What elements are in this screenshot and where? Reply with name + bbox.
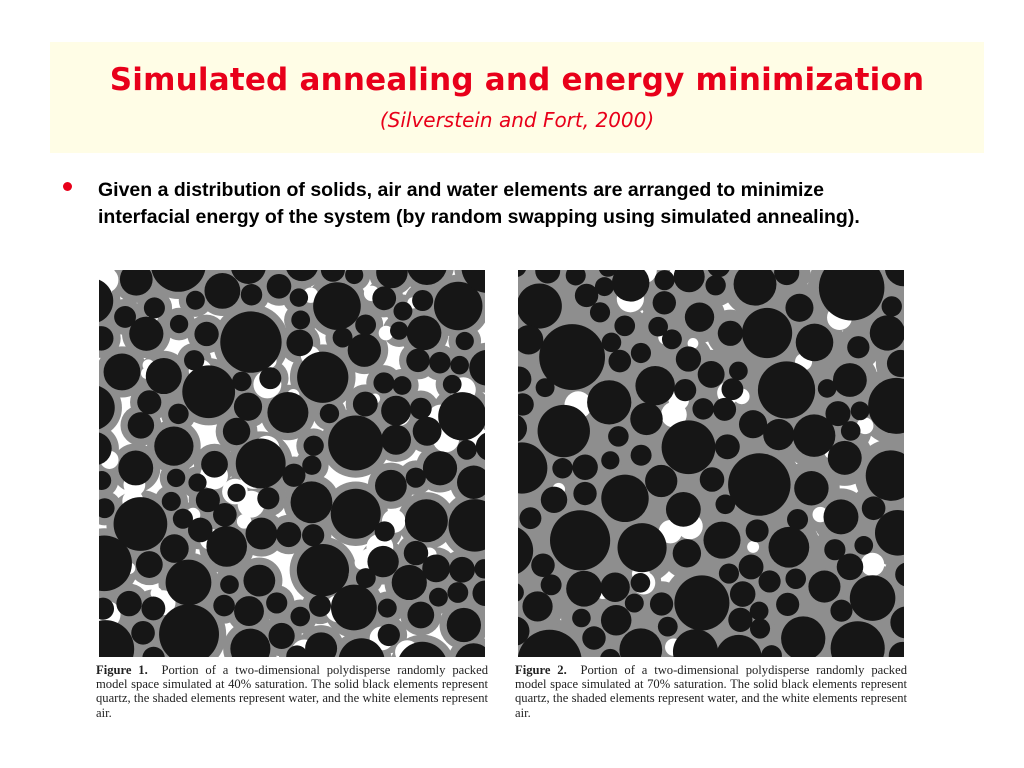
quartz-grain <box>653 291 676 314</box>
quartz-grain <box>313 282 361 330</box>
slide-title: Simulated annealing and energy minimization <box>109 62 925 98</box>
quartz-grain <box>785 568 806 589</box>
quartz-grain <box>630 403 663 436</box>
quartz-grain <box>232 372 251 391</box>
quartz-grain <box>522 591 552 621</box>
quartz-grain <box>259 367 281 389</box>
quartz-grain <box>375 470 407 502</box>
quartz-grain <box>443 375 462 394</box>
quartz-grain <box>590 302 610 322</box>
quartz-grain <box>309 595 331 617</box>
quartz-grain <box>302 524 324 546</box>
quartz-grain <box>328 416 383 471</box>
air-pocket <box>355 556 369 570</box>
quartz-grain <box>154 427 193 466</box>
quartz-grain <box>447 582 468 603</box>
quartz-grain <box>331 489 381 539</box>
quartz-grain <box>758 361 815 418</box>
quartz-grain <box>870 315 904 350</box>
quartz-grain <box>257 487 279 509</box>
figure-1-packing <box>99 270 485 657</box>
figure-1-image <box>99 270 485 657</box>
quartz-grain <box>243 565 275 597</box>
quartz-grain <box>573 482 596 505</box>
quartz-grain <box>582 626 605 649</box>
quartz-grain <box>381 396 411 426</box>
quartz-grain <box>673 539 701 567</box>
quartz-grain <box>601 475 648 522</box>
quartz-grain <box>703 522 740 559</box>
quartz-grain <box>168 404 188 424</box>
quartz-grain <box>331 585 377 631</box>
quartz-grain <box>609 350 632 373</box>
quartz-grain <box>234 393 262 421</box>
quartz-grain <box>220 311 281 372</box>
quartz-grain <box>234 596 264 626</box>
quartz-grain <box>378 624 400 646</box>
quartz-grain <box>194 322 218 346</box>
quartz-grain <box>188 474 206 492</box>
quartz-grain <box>654 270 674 290</box>
quartz-grain <box>167 469 185 487</box>
quartz-grain <box>850 575 896 621</box>
quartz-grain <box>676 346 701 371</box>
figure-2-packing <box>518 270 904 657</box>
quartz-grain <box>291 481 333 523</box>
quartz-grain <box>375 521 395 541</box>
quartz-grain <box>715 494 735 514</box>
quartz-grain <box>700 467 725 492</box>
quartz-grain <box>456 332 474 350</box>
quartz-grain <box>422 554 450 582</box>
quartz-grain <box>572 455 597 480</box>
quartz-grain <box>356 568 376 588</box>
quartz-grain <box>131 621 155 645</box>
quartz-grain <box>602 333 622 353</box>
quartz-grain <box>685 302 714 331</box>
quartz-grain <box>423 451 457 485</box>
quartz-grain <box>290 288 308 306</box>
quartz-grain <box>407 602 434 629</box>
quartz-grain <box>631 573 651 593</box>
quartz-grain <box>728 453 790 515</box>
quartz-grain <box>825 401 850 426</box>
quartz-grain <box>188 518 213 543</box>
bullet-icon <box>63 182 72 191</box>
air-pocket <box>747 541 759 553</box>
quartz-grain <box>550 510 610 570</box>
figure-1-caption <box>96 663 488 720</box>
quartz-grain <box>828 441 862 475</box>
quartz-grain <box>730 581 756 607</box>
quartz-grain <box>429 588 448 607</box>
quartz-grain <box>128 412 154 438</box>
figure-2-image <box>518 270 904 657</box>
quartz-grain <box>614 316 635 337</box>
quartz-grain <box>146 358 182 394</box>
quartz-grain <box>182 365 235 418</box>
quartz-grain <box>412 290 433 311</box>
quartz-grain <box>450 356 469 375</box>
quartz-grain <box>378 599 397 618</box>
quartz-grain <box>768 527 809 568</box>
quartz-grain <box>818 379 837 398</box>
quartz-grain <box>136 551 163 578</box>
quartz-grain <box>447 608 481 642</box>
quartz-grain <box>170 315 188 333</box>
quartz-grain <box>608 426 629 447</box>
quartz-grain <box>282 464 305 487</box>
quartz-grain <box>631 445 652 466</box>
quartz-grain <box>719 563 739 583</box>
quartz-grain <box>393 376 412 395</box>
quartz-grain <box>220 575 239 594</box>
quartz-grain <box>518 284 562 329</box>
quartz-grain <box>851 402 870 421</box>
quartz-grain <box>144 297 165 318</box>
quartz-grain <box>625 594 644 613</box>
quartz-grain <box>519 507 541 529</box>
quartz-grain <box>536 378 555 397</box>
quartz-grain <box>595 277 614 296</box>
quartz-grain <box>862 496 886 520</box>
quartz-grain <box>184 350 204 370</box>
quartz-grain <box>304 436 324 456</box>
quartz-grain <box>729 362 748 381</box>
quartz-grain <box>355 314 376 335</box>
quartz-grain <box>348 334 381 367</box>
quartz-grain <box>759 570 781 592</box>
quartz-grain <box>750 602 769 621</box>
air-pocket <box>861 553 884 576</box>
quartz-grain <box>302 456 321 475</box>
quartz-grain <box>742 308 792 358</box>
quartz-grain <box>531 554 555 578</box>
quartz-grain <box>104 354 141 391</box>
quartz-grain <box>566 571 602 607</box>
quartz-grain <box>552 458 572 478</box>
quartz-grain <box>763 419 794 450</box>
quartz-grain <box>715 434 740 459</box>
quartz-grain <box>201 451 228 478</box>
quartz-grain <box>776 593 799 616</box>
quartz-grain <box>390 322 408 340</box>
quartz-grain <box>297 352 348 403</box>
quartz-grain <box>236 439 286 489</box>
quartz-grain <box>662 329 682 349</box>
quartz-grain <box>407 316 442 351</box>
quartz-grain <box>406 349 430 373</box>
quartz-grain <box>373 372 394 393</box>
quartz-grain <box>705 275 725 295</box>
quartz-grain <box>718 321 743 346</box>
quartz-grain <box>141 597 165 621</box>
quartz-grain <box>692 398 713 419</box>
quartz-grain <box>213 503 237 527</box>
figure-1-caption-text: Portion of a two-dimensional polydisperse randomly packed model space simulated at 40% saturation. The solid black elements represent quartz, the shaded elements represent water, and the white elements represent air. <box>96 663 488 720</box>
quartz-grain <box>392 565 427 600</box>
quartz-grain <box>267 274 292 299</box>
quartz-grain <box>787 509 808 530</box>
quartz-grain <box>405 499 448 542</box>
quartz-grain <box>785 294 813 322</box>
quartz-grain <box>410 398 432 420</box>
title-box <box>50 42 984 153</box>
quartz-grain <box>241 284 262 305</box>
quartz-grain <box>269 623 295 649</box>
quartz-grain <box>618 523 667 572</box>
quartz-grain <box>854 536 873 555</box>
quartz-grain <box>372 286 396 310</box>
quartz-grain <box>847 336 869 358</box>
quartz-grain <box>406 468 426 488</box>
quartz-grain <box>541 487 567 513</box>
quartz-grain <box>137 390 161 414</box>
quartz-grain <box>246 518 278 550</box>
quartz-grain <box>160 534 189 563</box>
quartz-grain <box>116 591 141 616</box>
quartz-grain <box>276 522 301 547</box>
quartz-grain <box>393 302 412 321</box>
quartz-grain <box>808 571 840 603</box>
quartz-grain <box>213 595 235 617</box>
quartz-grain <box>204 273 240 309</box>
quartz-grain <box>541 574 562 595</box>
quartz-grain <box>290 607 310 627</box>
quartz-grain <box>413 417 442 446</box>
quartz-grain <box>746 519 769 542</box>
figure-2-label: Figure 2. <box>515 663 567 677</box>
quartz-grain <box>114 306 136 328</box>
quartz-grain <box>438 392 485 440</box>
quartz-grain <box>713 398 736 421</box>
quartz-grain <box>538 405 590 457</box>
figure-2-caption <box>515 663 907 720</box>
quartz-grain <box>796 324 834 362</box>
quartz-grain <box>650 592 673 615</box>
quartz-grain <box>601 605 632 636</box>
quartz-grain <box>750 619 770 639</box>
quartz-grain <box>739 410 767 438</box>
quartz-grain <box>674 575 729 630</box>
quartz-grain <box>837 554 864 581</box>
figure-1-label: Figure 1. <box>96 663 148 677</box>
quartz-grain <box>823 499 858 534</box>
quartz-grain <box>575 284 598 307</box>
quartz-grain <box>645 465 677 497</box>
quartz-grain <box>162 492 181 511</box>
quartz-grain <box>662 420 716 474</box>
quartz-grain <box>227 484 245 502</box>
quartz-grain <box>674 379 696 401</box>
quartz-grain <box>587 380 631 424</box>
quartz-grain <box>291 311 310 330</box>
quartz-grain <box>297 544 349 596</box>
quartz-grain <box>266 592 287 613</box>
quartz-grain <box>429 352 451 374</box>
quartz-grain <box>728 608 752 632</box>
quartz-grain <box>721 378 743 400</box>
quartz-grain <box>186 291 205 310</box>
quartz-grain <box>600 573 629 602</box>
quartz-grain <box>739 555 764 580</box>
quartz-grain <box>794 471 828 505</box>
quartz-grain <box>320 404 339 423</box>
quartz-grain <box>833 363 867 397</box>
quartz-grain <box>166 560 212 606</box>
quartz-grain <box>114 497 168 551</box>
slide-subtitle: (Silverstein and Fort, 2000) <box>379 108 655 132</box>
quartz-grain <box>635 366 674 405</box>
quartz-grain <box>223 418 250 445</box>
quartz-grain <box>882 296 902 316</box>
quartz-grain <box>601 451 619 469</box>
quartz-grain <box>830 600 852 622</box>
quartz-grain <box>449 557 475 583</box>
quartz-grain <box>267 392 308 433</box>
quartz-grain <box>381 425 411 455</box>
figure-2-caption-text: Portion of a two-dimensional polydisperse randomly packed model space simulated at 70% saturation. The solid black elements represent quartz, the shaded elements represent water, and the white elements represent air. <box>515 663 907 720</box>
quartz-grain <box>457 440 477 460</box>
quartz-grain <box>666 492 701 527</box>
quartz-grain <box>206 526 247 567</box>
quartz-grain <box>286 330 313 357</box>
quartz-grain <box>631 343 651 363</box>
quartz-grain <box>698 361 725 388</box>
quartz-grain <box>353 392 378 417</box>
quartz-grain <box>572 609 591 628</box>
quartz-grain <box>118 451 153 486</box>
quartz-grain <box>658 617 678 637</box>
bullet-text: Given a distribution of solids, air and water elements are arranged to minimize interfacial energy of the system (by random swapping using simulated annealing). <box>98 179 860 228</box>
